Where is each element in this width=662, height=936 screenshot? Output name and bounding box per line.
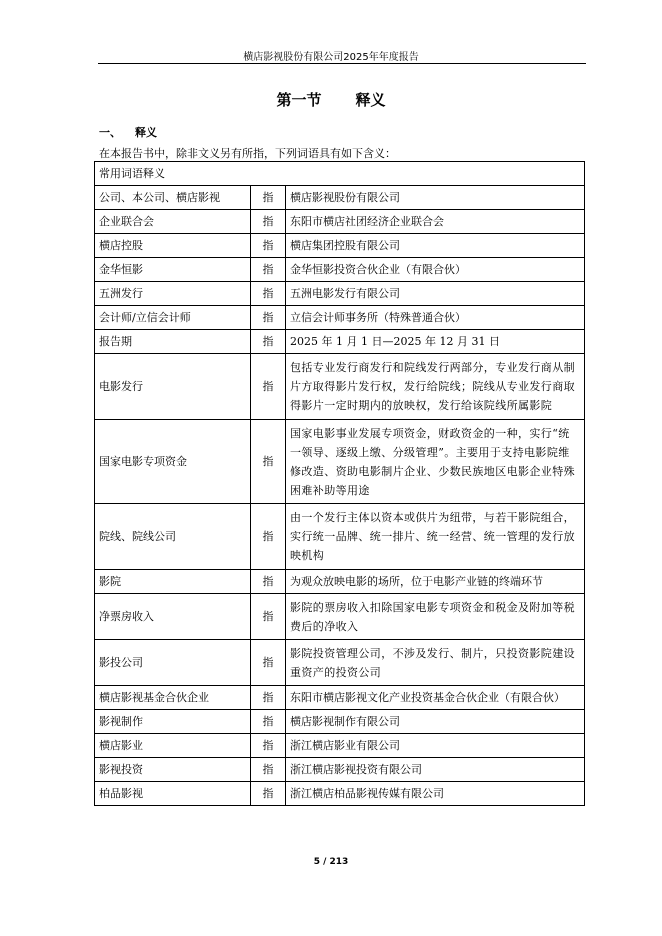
table-row (95, 306, 585, 330)
definition-cell: 为观众放映电影的场所，位于电影产业链的终端环节 (286, 570, 585, 594)
mark-cell: 指 (251, 354, 286, 420)
mark-cell: 指 (251, 306, 286, 330)
table-row (95, 258, 585, 282)
definition-cell: 浙江横店柏品影视传媒有限公司 (286, 782, 585, 806)
mark-cell: 指 (251, 234, 286, 258)
table-row (95, 710, 585, 734)
chapter-number: 第一节 (276, 91, 322, 109)
definition-cell: 浙江横店影视投资有限公司 (286, 758, 585, 782)
mark-cell: 指 (251, 686, 286, 710)
table-header: 常用词语释义 (95, 162, 585, 186)
section-heading (99, 124, 157, 140)
definition-cell: 横店影视股份有限公司 (286, 186, 585, 210)
mark-cell: 指 (251, 504, 286, 570)
table-row (95, 686, 585, 710)
term-cell: 国家电影专项资金 (95, 420, 251, 504)
mark-cell: 指 (251, 258, 286, 282)
definition-cell: 五洲电影发行有限公司 (286, 282, 585, 306)
table-row (95, 758, 585, 782)
term-cell: 电影发行 (95, 354, 251, 420)
table-row (95, 640, 585, 686)
section-title: 释义 (135, 126, 157, 139)
term-cell: 公司、本公司、横店影视 (95, 186, 251, 210)
mark-cell: 指 (251, 282, 286, 306)
section-number: 一、 (99, 126, 121, 139)
table-row (95, 420, 585, 504)
mark-cell: 指 (251, 710, 286, 734)
mark-cell: 指 (251, 640, 286, 686)
term-cell: 影投公司 (95, 640, 251, 686)
term-cell: 院线、院线公司 (95, 504, 251, 570)
intro-text: 在本报告书中，除非文义另有所指，下列词语具有如下含义： (99, 147, 396, 160)
table-row (95, 782, 585, 806)
mark-cell: 指 (251, 186, 286, 210)
term-cell: 横店控股 (95, 234, 251, 258)
term-cell: 柏品影视 (95, 782, 251, 806)
term-cell: 五洲发行 (95, 282, 251, 306)
chapter-title: 释义 (355, 91, 386, 109)
table-row (95, 594, 585, 640)
page-number: 5 / 213 (313, 857, 349, 867)
table-row (95, 570, 585, 594)
mark-cell: 指 (251, 734, 286, 758)
table-row (95, 186, 585, 210)
header-rule (98, 63, 586, 64)
term-cell: 报告期 (95, 330, 251, 354)
definition-cell: 金华恒影投资合伙企业（有限合伙） (286, 258, 585, 282)
term-cell: 影视制作 (95, 710, 251, 734)
definitions-table (94, 161, 585, 806)
page-header: 横店影视股份有限公司2025年年度报告 (243, 52, 419, 63)
page-title (0, 89, 662, 110)
mark-cell: 指 (251, 782, 286, 806)
definition-cell: 由一个发行主体以资本或供片为纽带，与若干影院组合，实行统一品牌、统一排片、统一经营、统一管理的发行放映机构 (286, 504, 585, 570)
term-cell: 影视投资 (95, 758, 251, 782)
definition-cell: 东阳市横店社团经济企业联合会 (286, 210, 585, 234)
table-row (95, 504, 585, 570)
mark-cell: 指 (251, 420, 286, 504)
mark-cell: 指 (251, 570, 286, 594)
table-row (95, 354, 585, 420)
term-cell: 金华恒影 (95, 258, 251, 282)
table-header-row (95, 162, 585, 186)
definition-cell: 东阳市横店影视文化产业投资基金合伙企业（有限合伙） (286, 686, 585, 710)
term-cell: 企业联合会 (95, 210, 251, 234)
definition-cell: 国家电影事业发展专项资金，财政资金的一种，实行“统一领导、逐级上缴、分级管理”。主要用于支持电影院维修改造、资助电影制片企业、少数民族地区电影企业特殊困难补助等用途 (286, 420, 585, 504)
table-row (95, 734, 585, 758)
definition-cell: 包括专业发行商发行和院线发行两部分，专业发行商从制片方取得影片发行权，发行给院线；院线从专业发行商取得影片一定时期内的放映权，发行给该院线所属影院 (286, 354, 585, 420)
table-row (95, 234, 585, 258)
definition-cell: 2025 年 1 月 1 日—2025 年 12 月 31 日 (286, 330, 585, 354)
mark-cell: 指 (251, 330, 286, 354)
definition-cell: 横店集团控股有限公司 (286, 234, 585, 258)
term-cell: 会计师/立信会计师 (95, 306, 251, 330)
table-row (95, 282, 585, 306)
mark-cell: 指 (251, 758, 286, 782)
definition-cell: 横店影视制作有限公司 (286, 710, 585, 734)
mark-cell: 指 (251, 210, 286, 234)
term-cell: 横店影视基金合伙企业 (95, 686, 251, 710)
mark-cell: 指 (251, 594, 286, 640)
definition-cell: 浙江横店影业有限公司 (286, 734, 585, 758)
table-row (95, 210, 585, 234)
definition-cell: 影院的票房收入扣除国家电影专项资金和税金及附加等税费后的净收入 (286, 594, 585, 640)
table-row (95, 330, 585, 354)
term-cell: 横店影业 (95, 734, 251, 758)
term-cell: 净票房收入 (95, 594, 251, 640)
definition-cell: 影院投资管理公司，不涉及发行、制片，只投资影院建设重资产的投资公司 (286, 640, 585, 686)
definition-cell: 立信会计师事务所（特殊普通合伙） (286, 306, 585, 330)
term-cell: 影院 (95, 570, 251, 594)
